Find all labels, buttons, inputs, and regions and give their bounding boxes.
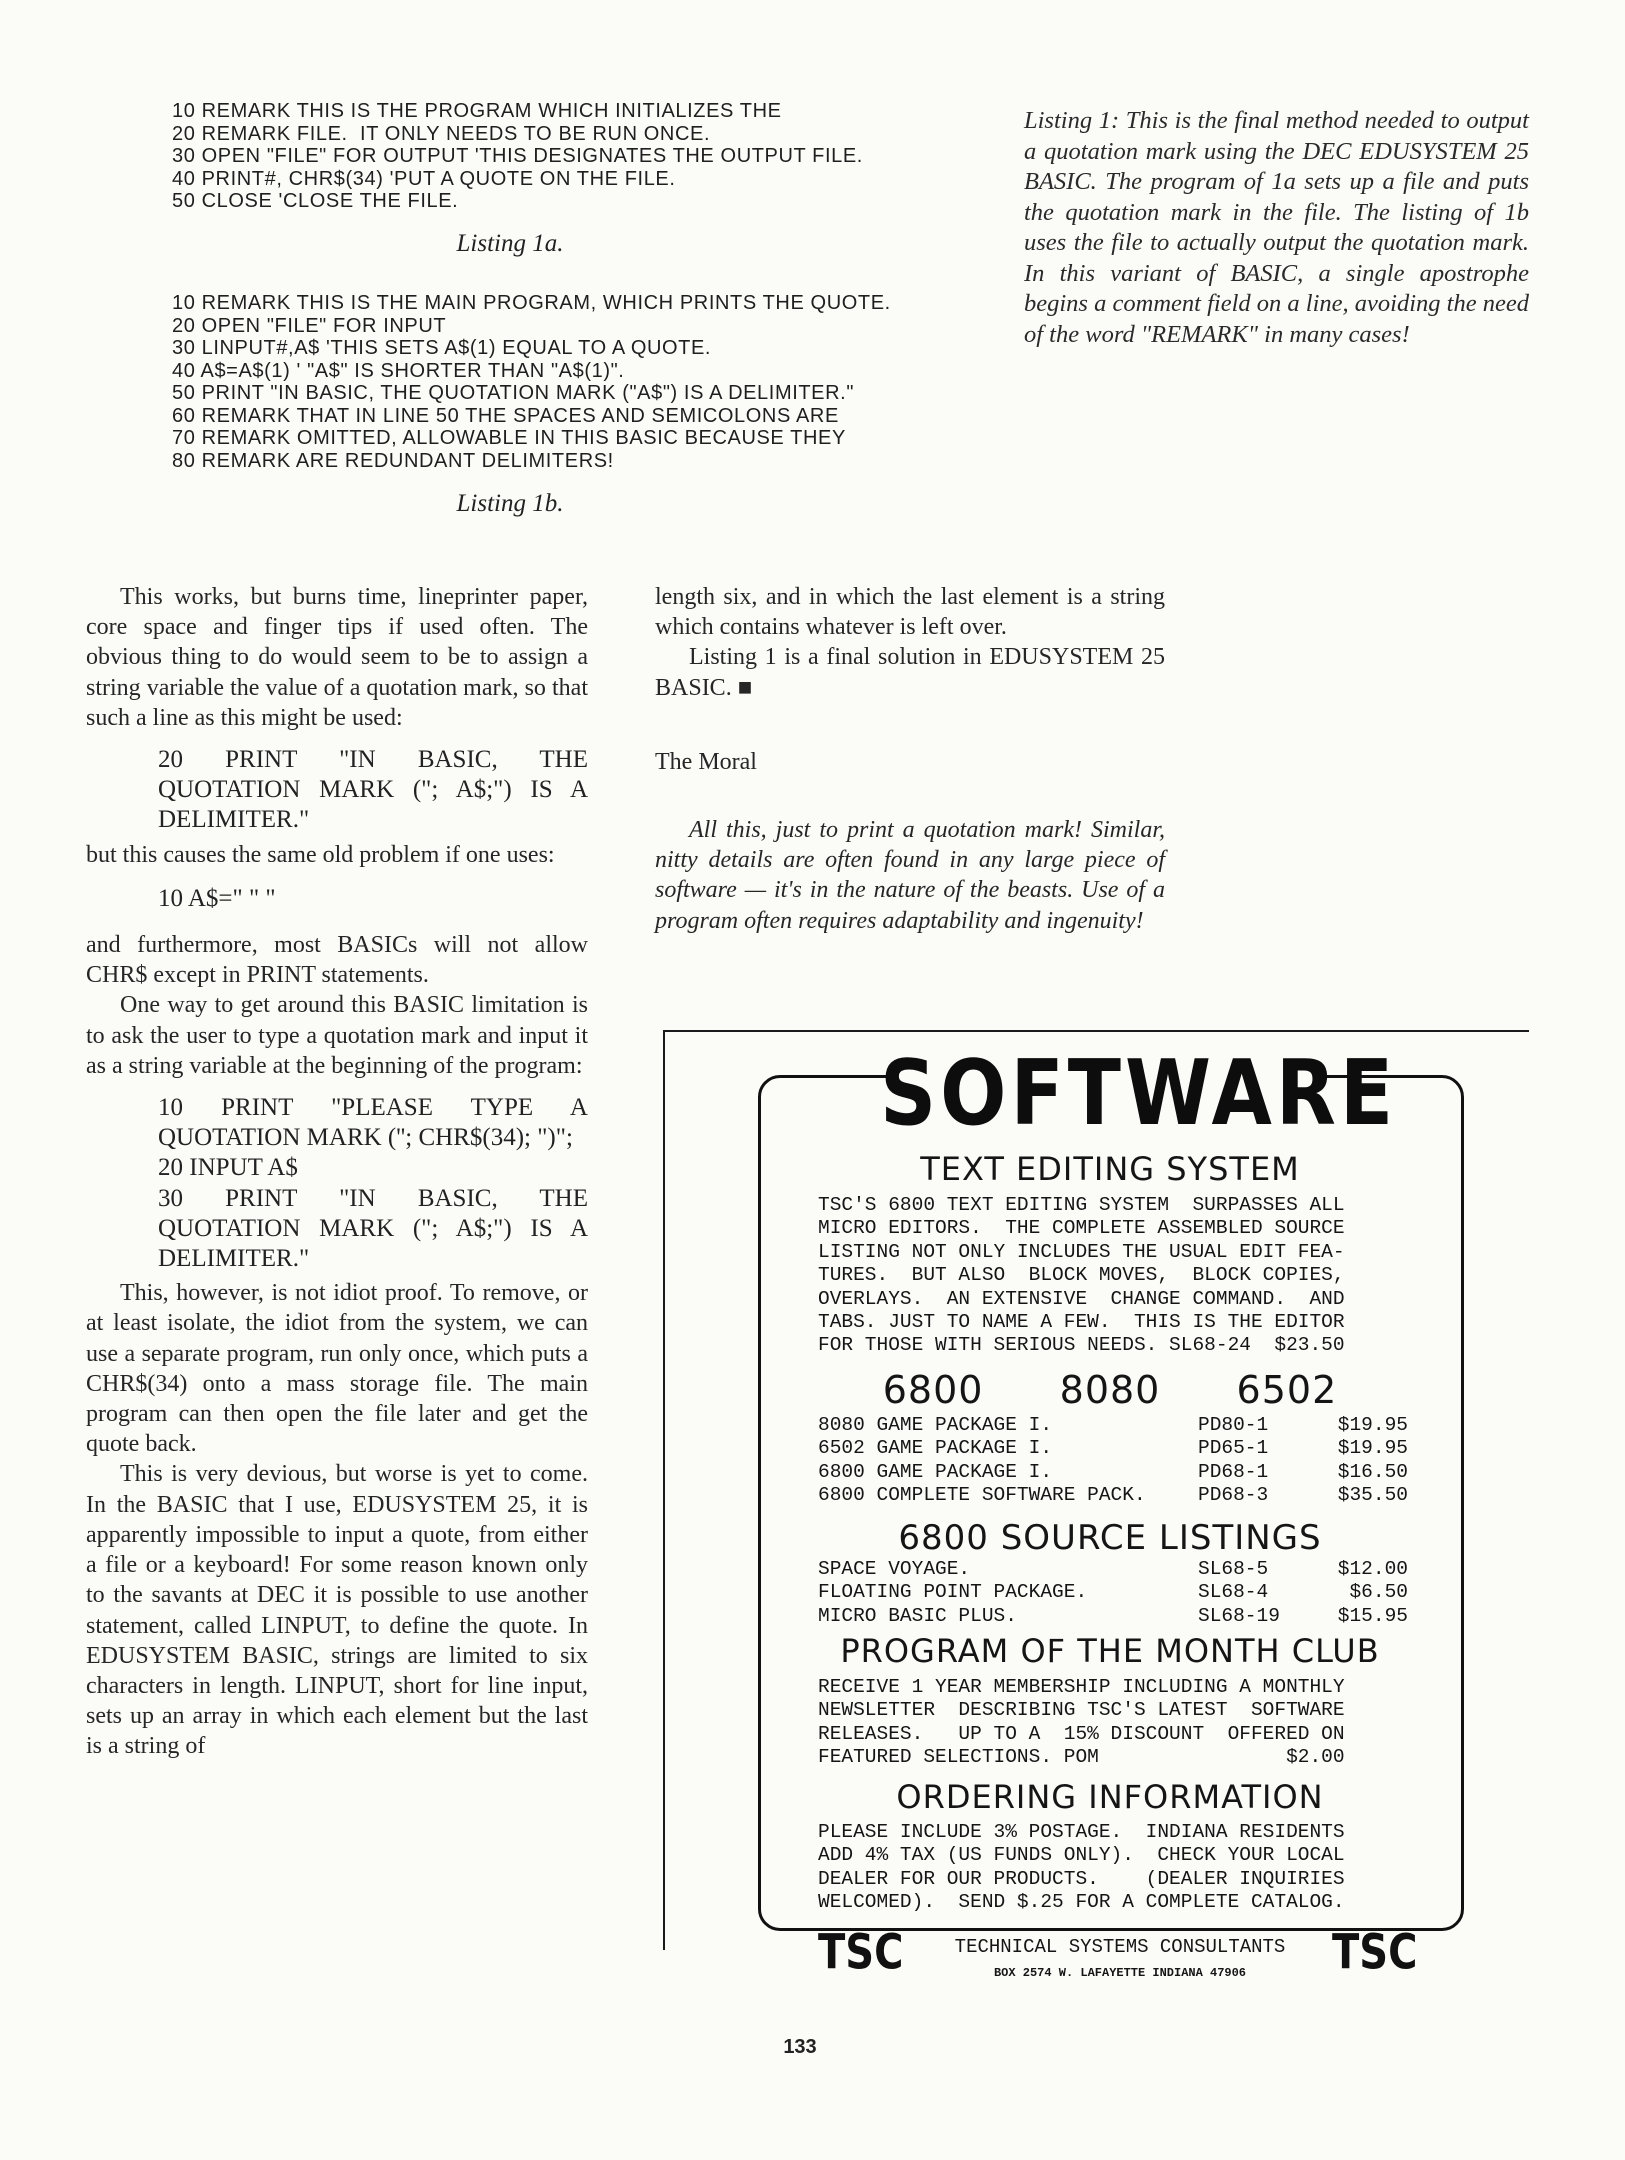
paragraph: One way to get around this BASIC limitation is to ask the user to type a quotation mark and input it as a string variable at the beginning of the program: (86, 992, 588, 1079)
paragraph: This works, but burns time, lineprinter paper, core space and finger tips if used often. The obvious thing to do would seem to be to assign a string variable the value of a quotation mark, so that such a line as this might be used: (86, 584, 588, 731)
code-line: 30 PRINT "IN BASIC, THE QUOTATION MARK ("; A$;") IS A DELIMITER." (158, 1184, 588, 1273)
ad-line: TABS. JUST TO NAME A FEW. THIS IS THE EDITOR (818, 1311, 1345, 1334)
cpu-label: 6502 (1236, 1368, 1338, 1412)
code-line: 10 REMARK THIS IS THE PROGRAM WHICH INITIALIZES THE (172, 100, 782, 122)
listing-1b (172, 292, 891, 472)
game-list (818, 1414, 1408, 1508)
code-line: 80 REMARK ARE REDUNDANT DELIMITERS! (172, 449, 614, 472)
paragraph: but this causes the same old problem if one uses: (86, 841, 555, 868)
company-name: TECHNICAL SYSTEMS CONSULTANTS (954, 1936, 1286, 1958)
ad-line: LISTING NOT ONLY INCLUDES THE USUAL EDIT FEA- (818, 1240, 1345, 1263)
ad-line: WELCOMED). SEND $.25 FOR A COMPLETE CATALOG. (818, 1891, 1345, 1914)
paragraph: This, however, is not idiot proof. To remove, or at least isolate, the idiot from the system, we can use a separate program, run only once, which puts a CHR$(34) onto a mass storage file. The main program can then open the file later and get the quote back. (86, 1280, 588, 1458)
listing-1b-caption: Listing 1b. (456, 490, 564, 517)
listing-1a (172, 100, 863, 213)
product-row: MICRO BASIC PLUS. SL68-19 $15.95 (818, 1604, 1408, 1627)
code-line: 50 PRINT "IN BASIC, THE QUOTATION MARK ("A$") IS A DELIMITER." (172, 382, 855, 404)
ordering-title: ORDERING INFORMATION (896, 1778, 1324, 1816)
right-column (655, 582, 1165, 936)
ad-line: PLEASE INCLUDE 3% POSTAGE. INDIANA RESIDENTS (818, 1821, 1345, 1843)
ad-line: NEWSLETTER DESCRIBING TSC'S LATEST SOFTWARE (818, 1699, 1345, 1722)
cpu-label: 6800 (882, 1368, 984, 1412)
cpu-label: 8080 (1059, 1368, 1161, 1412)
ad-line: DEALER FOR OUR PRODUCTS. (DEALER INQUIRIES (818, 1867, 1345, 1890)
code-example-3 (158, 1093, 588, 1274)
product-row: SPACE VOYAGE. SL68-5 $12.00 (818, 1558, 1408, 1580)
listing-caption: Listing 1: This is the final method needed to output a quotation mark using the DEC EDUSYSTEM 25 BASIC. The program of 1a sets up a file and puts the quotation mark in the file. The listing of 1b uses the file to actually output the quotation mark. In this variant of BASIC, a single apostrophe begins a comment field on a line, avoiding the need of the word "REMARK" in many cases! (1024, 107, 1529, 348)
tsc-logo-right: TSC (1332, 1925, 1418, 1981)
company-address: BOX 2574 W. LAFAYETTE INDIANA 47906 (993, 1966, 1247, 1980)
source-list (818, 1558, 1408, 1628)
software-logo: SOFTWARE (880, 1042, 1398, 1146)
code-example-1: 20 PRINT "IN BASIC, THE QUOTATION MARK ("; A$;") IS A DELIMITER." (158, 746, 588, 834)
end-mark: ■ (737, 674, 753, 701)
divider (663, 1030, 665, 1950)
paragraph: Listing 1 is a final solution in EDUSYSTEM 25 BASIC. ■ (655, 644, 1165, 701)
ad-line: TSC'S 6800 TEXT EDITING SYSTEM SURPASSES ALL (818, 1194, 1345, 1216)
paragraph: and furthermore, most BASICs will not allow CHR$ except in PRINT statements. (86, 932, 588, 989)
code-line: 20 REMARK FILE. IT ONLY NEEDS TO BE RUN ONCE. (172, 122, 711, 145)
moral-paragraph: All this, just to print a quotation mark! Similar, nitty details are often found in any large piece of software — it's in the nature of the beasts. Use of a program often requires adaptability and ingenuity! (655, 817, 1165, 934)
paragraph: This is very devious, but worse is yet to come. In the BASIC that I use, EDUSYSTEM 25, it is apparently impossible to input a quote, from either a file or a keyboard! For some reason known only to the savants at DEC it is possible to use another statement, called LINPUT, to define the quote. In EDUSYSTEM BASIC, strings are limited to six characters in length. LINPUT, short for line input, sets up an array in which each element but the last is a string of (86, 1461, 588, 1760)
product-row: 6800 GAME PACKAGE I. PD68-1 $16.50 (818, 1460, 1408, 1483)
code-line: 70 REMARK OMITTED, ALLOWABLE IN THIS BASIC BECAUSE THEY (172, 427, 846, 449)
code-line: 30 OPEN "FILE" FOR OUTPUT 'THIS DESIGNATES THE OUTPUT FILE. (172, 145, 863, 167)
code-line: 50 CLOSE 'CLOSE THE FILE. (172, 190, 459, 212)
code-example-2: 10 A$=" " " (158, 884, 276, 912)
tsc-logo-left: TSC (818, 1925, 904, 1981)
code-line: 60 REMARK THAT IN LINE 50 THE SPACES AND SEMICOLONS ARE (172, 404, 839, 427)
ad-description (818, 1194, 1345, 1358)
divider (663, 1030, 1529, 1032)
product-row: 6502 GAME PACKAGE I. PD65-1 $19.95 (818, 1437, 1408, 1460)
ad-line: RELEASES. UP TO A 15% DISCOUNT OFFERED ON (818, 1722, 1345, 1745)
product-row: FLOATING POINT PACKAGE. SL68-4 $6.50 (818, 1581, 1408, 1604)
left-column (86, 582, 588, 1762)
club-title: PROGRAM OF THE MONTH CLUB (840, 1632, 1380, 1670)
ordering-description (818, 1821, 1345, 1915)
code-line: 10 PRINT "PLEASE TYPE A QUOTATION MARK (''; CHR$(34); ")"; (158, 1094, 588, 1152)
ad-line: RECEIVE 1 YEAR MEMBERSHIP INCLUDING A MONTHLY (818, 1676, 1345, 1698)
ad-line: TURES. BUT ALSO BLOCK MOVES, BLOCK COPIES, (818, 1264, 1345, 1287)
ad-title: TEXT EDITING SYSTEM (920, 1150, 1300, 1188)
section-heading: The Moral (655, 748, 757, 775)
listing-1a-caption: Listing 1a. (456, 230, 564, 257)
product-row: 8080 GAME PACKAGE I. PD80-1 $19.95 (818, 1414, 1408, 1436)
code-line: 10 REMARK THIS IS THE MAIN PROGRAM, WHICH PRINTS THE QUOTE. (172, 292, 891, 314)
ad-line: MICRO EDITORS. THE COMPLETE ASSEMBLED SOURCE (818, 1217, 1345, 1240)
ad-line: OVERLAYS. AN EXTENSIVE CHANGE COMMAND. AND (818, 1287, 1345, 1310)
code-line: 20 INPUT A$ (158, 1154, 298, 1182)
paragraph: length six, and in which the last element is a string which contains whatever is left over. (655, 584, 1165, 641)
source-listings-title: 6800 SOURCE LISTINGS (898, 1518, 1322, 1558)
page-number: 133 (783, 2036, 817, 2058)
code-line: 40 PRINT#, CHR$(34) 'PUT A QUOTE ON THE FILE. (172, 167, 676, 190)
code-line: 20 OPEN "FILE" FOR INPUT (172, 314, 447, 337)
ad-line: FEATURED SELECTIONS. POM $2.00 (818, 1746, 1345, 1769)
club-description (818, 1676, 1345, 1770)
product-row: 6800 COMPLETE SOFTWARE PACK. PD68-3 $35.50 (818, 1484, 1408, 1507)
ad-line: FOR THOSE WITH SERIOUS NEEDS. SL68-24 $23.50 (818, 1334, 1345, 1357)
ad-line: ADD 4% TAX (US FUNDS ONLY). CHECK YOUR LOCAL (818, 1844, 1345, 1867)
code-line: 30 LINPUT#,A$ 'THIS SETS A$(1) EQUAL TO A QUOTE. (172, 337, 712, 359)
cpu-list (760, 1368, 1460, 1412)
code-line: 40 A$=A$(1) ' "A$" IS SHORTER THAN "A$(1)". (172, 359, 625, 382)
